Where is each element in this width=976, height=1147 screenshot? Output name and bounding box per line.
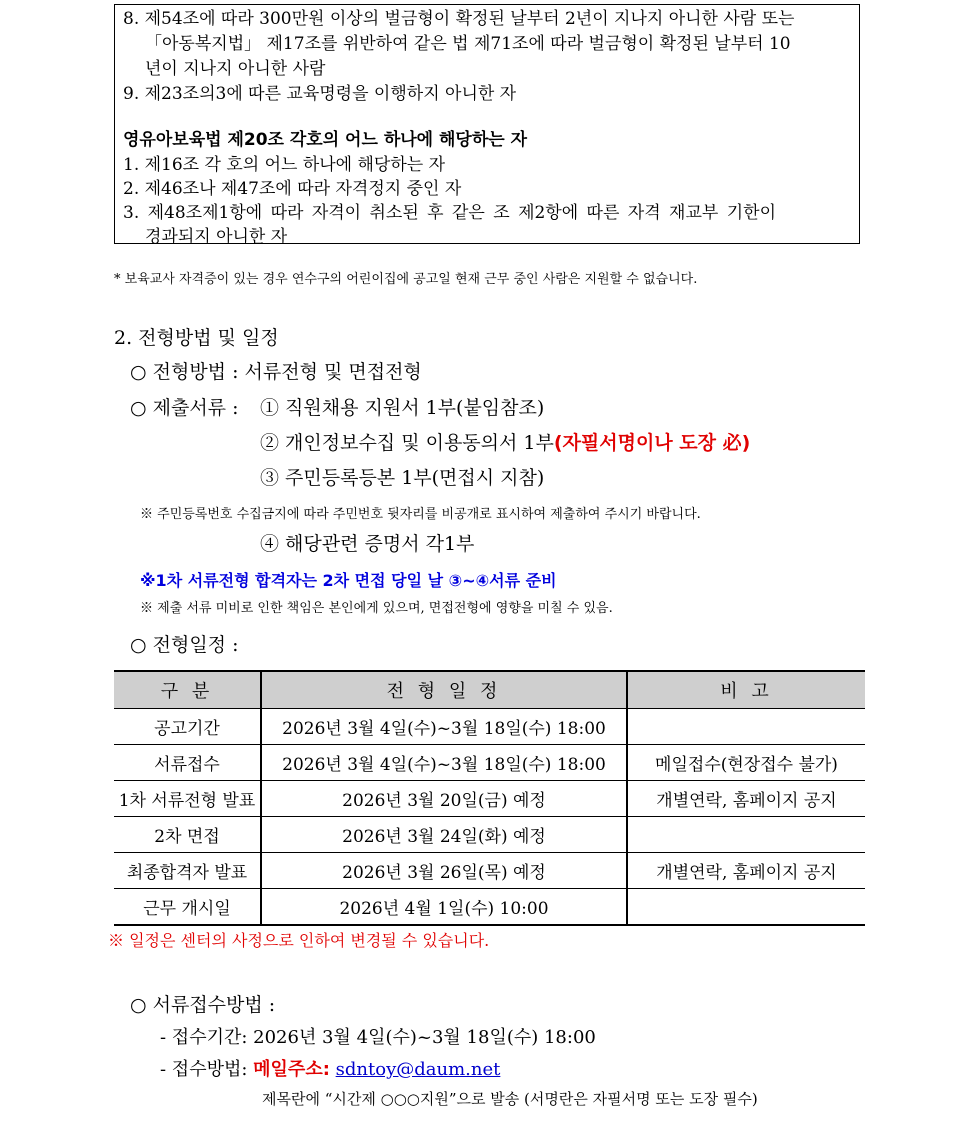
- disqualification-box: [114, 4, 860, 247]
- box-heading: 영유아보육법 제20조 각호의 어느 하나에 해당하는 자: [123, 130, 528, 150]
- table-row: [114, 781, 865, 817]
- doc-item-3: ③ 주민등록등본 1부(면접시 지참): [260, 467, 545, 489]
- row-remarks: [627, 709, 865, 745]
- note-schedule-change: ※ 일정은 센터의 사정으로 인하여 변경될 수 있습니다.: [108, 931, 490, 950]
- row-remarks: 개별연락, 홈페이지 공지: [627, 853, 865, 889]
- method-line: ○ 전형방법 : 서류전형 및 면접전형: [130, 361, 422, 383]
- table-header-row: [114, 671, 865, 709]
- table-row: [114, 817, 865, 853]
- row-remarks: 개별연락, 홈페이지 공지: [627, 781, 865, 817]
- box-line: 9. 제23조의3에 따른 교육명령을 이행하지 아니한 자: [123, 84, 517, 104]
- row-category: 최종합격자 발표: [114, 853, 261, 889]
- box-line: 2. 제46조나 제47조에 따라 자격정지 중인 자: [123, 179, 462, 199]
- section-title: 2. 전형방법 및 일정: [114, 327, 279, 349]
- row-category: 공고기간: [114, 709, 261, 745]
- box-line: 「아동복지법」 제17조를 위반하여 같은 법 제71조에 따라 벌금형이 확정된 날부터 10: [145, 34, 791, 54]
- email-label: 메일주소:: [253, 1059, 330, 1080]
- header-schedule: 전 형 일 정: [261, 671, 627, 709]
- box-line: 년이 지나지 아니한 사람: [145, 59, 326, 79]
- doc-item-2: [260, 428, 750, 455]
- row-category: 근무 개시일: [114, 889, 261, 926]
- row-remarks: [627, 889, 865, 926]
- table-row: [114, 745, 865, 781]
- doc-item-4: ④ 해당관련 증명서 각1부: [260, 533, 475, 555]
- docs-label: ○ 제출서류 :: [130, 397, 239, 419]
- note-teacher: * 보육교사 자격증이 있는 경우 연수구의 어린이집에 공고일 현재 근무 중인 사람은 지원할 수 없습니다.: [114, 272, 698, 287]
- email-link[interactable]: sdntoy@daum.net: [335, 1059, 501, 1080]
- submission-period: - 접수기간: 2026년 3월 4일(수)~3월 18일(수) 18:00: [160, 1027, 596, 1048]
- doc-item-2-text: ② 개인정보수집 및 이용동의서 1부: [260, 432, 554, 454]
- schedule-table: [114, 670, 865, 926]
- submission-label: ○ 서류접수방법 :: [130, 994, 276, 1016]
- row-remarks: 메일접수(현장접수 불가): [627, 745, 865, 781]
- row-remarks: [627, 817, 865, 853]
- box-line: 8. 제54조에 따라 300만원 이상의 벌금형이 확정된 날부터 2년이 지나지 아니한 사람 또는: [123, 9, 795, 29]
- subject-note: 제목란에 “시간제 ○○○지원”으로 발송 (서명란은 자필서명 또는 도장 필수): [262, 1090, 758, 1108]
- table-row: [114, 853, 865, 889]
- table-row: [114, 889, 865, 926]
- row-schedule: 2026년 3월 24일(화) 예정: [261, 817, 627, 853]
- row-schedule: 2026년 3월 4일(수)~3월 18일(수) 18:00: [261, 709, 627, 745]
- row-schedule: 2026년 4월 1일(수) 10:00: [261, 889, 627, 926]
- note-docs: ※ 제출 서류 미비로 인한 책임은 본인에게 있으며, 면접전형에 영향을 미칠 수 있음.: [140, 601, 613, 616]
- row-schedule: 2026년 3월 26일(목) 예정: [261, 853, 627, 889]
- submission-method-prefix: - 접수방법:: [160, 1059, 254, 1080]
- header-remarks: 비 고: [627, 671, 865, 709]
- schedule-label: ○ 전형일정 :: [130, 634, 239, 656]
- note-resident-number: ※ 주민등록번호 수집금지에 따라 주민번호 뒷자리를 비공개로 표시하여 제출하여 주시기 바랍니다.: [140, 507, 701, 522]
- box-line: 3. 제48조제1항에 따라 자격이 취소된 후 같은 조 제2항에 따른 자격 재교부 기한이: [123, 203, 776, 223]
- row-category: 서류접수: [114, 745, 261, 781]
- row-category: 1차 서류전형 발표: [114, 781, 261, 817]
- box-line: 경과되지 아니한 자: [145, 227, 288, 247]
- note-blue: ※1차 서류전형 합격자는 2차 면접 당일 날 ③~④서류 준비: [140, 571, 557, 590]
- doc-item-1: ① 직원채용 지원서 1부(붙임참조): [260, 397, 545, 419]
- table-row: [114, 709, 865, 745]
- row-schedule: 2026년 3월 20일(금) 예정: [261, 781, 627, 817]
- row-category: 2차 면접: [114, 817, 261, 853]
- header-category: 구 분: [114, 671, 261, 709]
- doc-item-2-required: (자필서명이나 도장 必): [553, 432, 751, 454]
- box-line: 1. 제16조 각 호의 어느 하나에 해당하는 자: [123, 155, 446, 175]
- row-schedule: 2026년 3월 4일(수)~3월 18일(수) 18:00: [261, 745, 627, 781]
- submission-method: [160, 1055, 500, 1081]
